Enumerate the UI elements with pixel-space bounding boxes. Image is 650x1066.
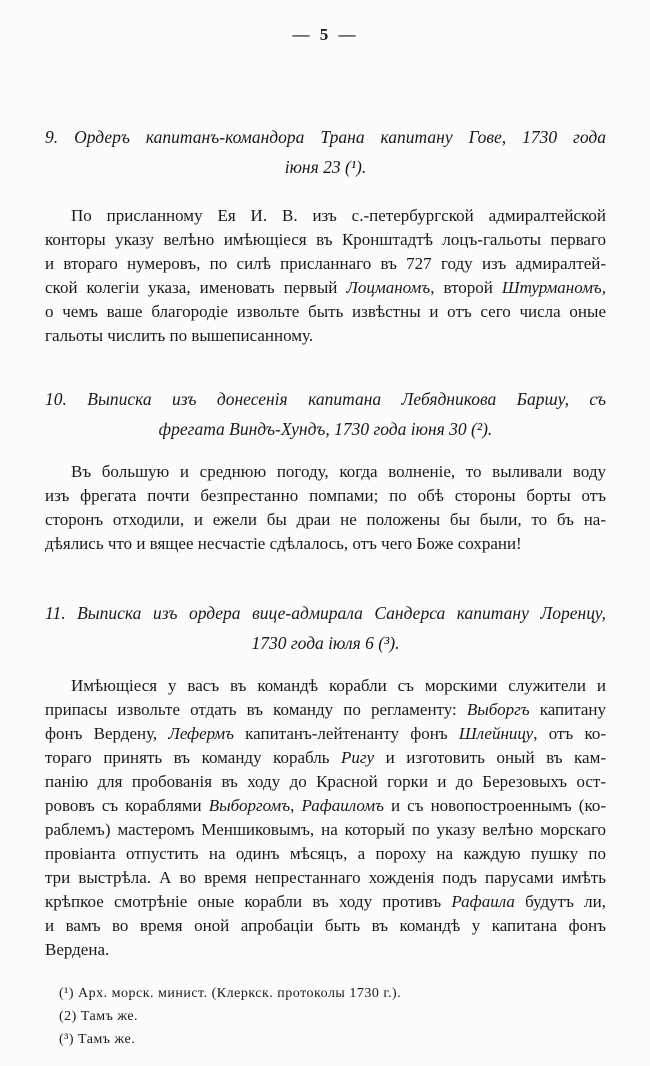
text-line: изъ фрегата почти безпрестанно помпами; по обѣ стороны борты отъ [45,486,606,505]
page-number: — 5 — [292,25,359,44]
footnotes [45,982,606,1051]
text-line: и вамъ во время оной апробаціи быть въ командѣ у капитана фонъ [45,916,606,935]
text-line: раблемъ) мастеромъ Меншиковымъ, на который по указу велѣно морскаго [45,820,606,839]
entry-11 [45,598,606,962]
text-line: и втораго нумеровъ, по силѣ присланнаго въ 727 году изъ адмиралтей- [45,254,606,273]
text-line: дѣялись что и вящее несчастіе сдѣлалось, отъ чего Боже сохрани! [45,534,522,553]
footnote-3: (³) Тамъ же. [59,1032,136,1047]
text-line: фрегата Виндъ-Хундъ, 1730 года іюня 30 (²). [158,419,493,439]
text-line: тораго принять въ команду корабль Ригу и изготовить оный въ кам- [45,748,606,767]
text-line: 10. Выписка изъ донесенія капитана Лебядникова Баршу, съ [45,389,606,409]
text-line: Вердена. [45,940,110,959]
text-line: ской колегіи указа, именовать первый Лоцманомъ, второй Штурманомъ, [45,278,607,297]
text-line: іюня 23 (¹). [284,157,367,177]
text-line: конторы указу велѣно имѣющіеся въ Кронштадтѣ лоцъ-гальоты перваго [45,230,606,249]
text-line: 9. Ордеръ капитанъ-командора Трана капитану Гове, 1730 года [45,127,606,147]
text-line: провіанта отпустить на одинъ мѣсяцъ, а пороху на каждую пушку по [45,844,606,863]
entry-10-heading [45,384,606,444]
text-line: припасы извольте отдать въ команду по регламенту: Выборгъ капитану [45,700,606,719]
text-line: панію для пробованія въ ходу до Красной горки и до Березовыхъ ост- [45,772,606,791]
text-line: 1730 года іюля 6 (³). [251,633,400,653]
entry-9 [45,122,606,348]
text-line: три выстрѣла. А во время непрестаннаго хожденія подъ парусами имѣть [45,868,606,887]
entry-10 [45,384,606,556]
text-line: По присланному Ея И. В. изъ с.-петербургской адмиралтейской [71,206,606,225]
entry-11-heading [45,598,606,658]
text-line: крѣпкое смотрѣніе оные корабли въ ходу противъ Рафаила будутъ ли, [45,892,606,911]
text-line: гальоты числить по вышеписанному. [45,326,314,345]
entry-9-paragraph [45,204,606,348]
text-line: рововъ съ кораблями Выборгомъ, Рафаиломъ и съ новопостроеннымъ (ко- [45,796,607,815]
text-line: фонъ Вердену, Лефермъ капитанъ-лейтенанту фонъ Шлейницу, отъ ко- [45,724,607,743]
entry-11-paragraph [45,674,606,962]
footnote-2: (2) Тамъ же. [59,1009,139,1024]
entry-10-paragraph [45,460,606,556]
text-line: о чемъ ваше благородіе извольте быть извѣстны и отъ сего числа оные [45,302,606,321]
entry-9-heading [45,122,606,182]
text-line: Въ большую и среднюю погоду, когда волненіе, то выливали воду [71,462,606,481]
text-line: Имѣющіеся у васъ въ командѣ корабли съ морскими служители и [71,676,606,695]
text-line: 11. Выписка изъ ордера вице-адмирала Сандерса капитану Лоренцу, [45,603,606,623]
text-line: сторонъ отходили, и ежели бы драи не положены бы были, то бъ на- [45,510,606,529]
footnote-1: (¹) Арх. морск. минист. (Клеркск. протоколы 1730 г.). [59,986,402,1001]
